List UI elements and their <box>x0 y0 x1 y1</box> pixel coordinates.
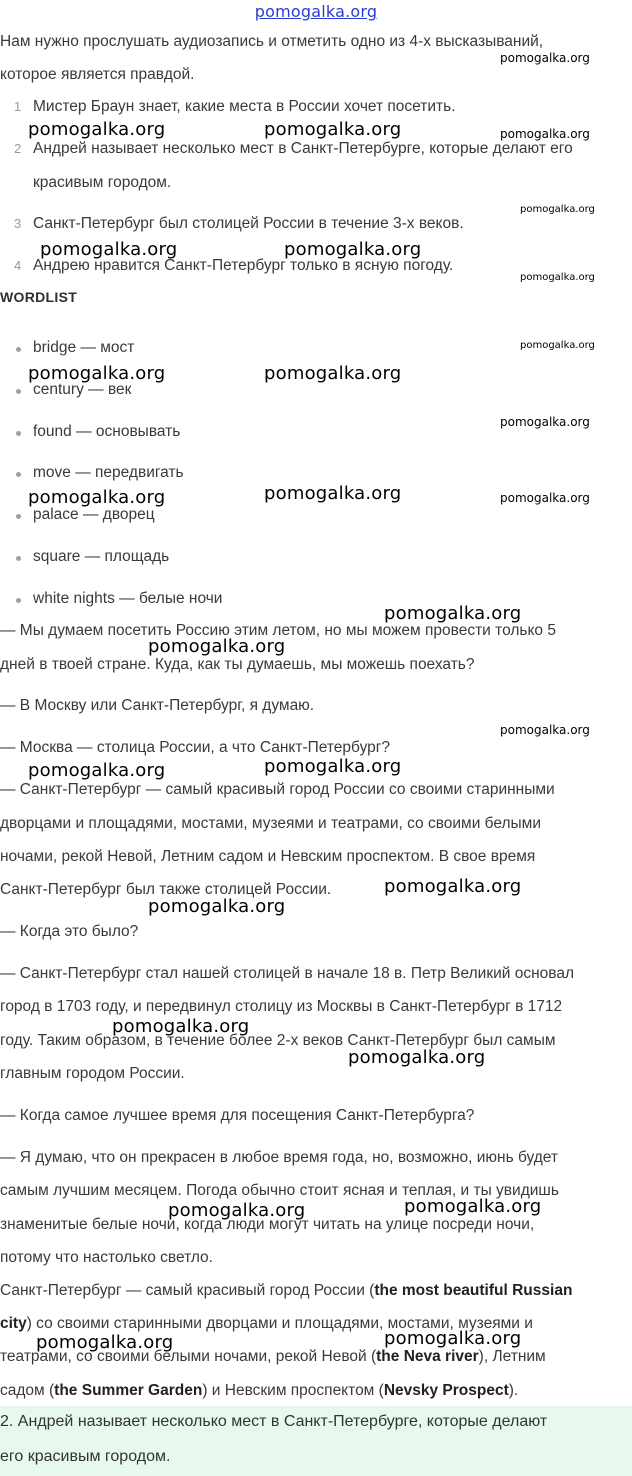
dialogue-line: — Санкт-Петербург стал нашей столицей в начале 18 в. Петр Великий основал <box>0 965 575 982</box>
option-text-cont: красивым городом. <box>33 174 172 191</box>
watermark-text: pomogalka.org <box>28 487 166 508</box>
option-number: 4 <box>14 258 22 273</box>
bullet-icon <box>16 556 21 561</box>
watermark-text: pomogalka.org <box>520 272 595 283</box>
watermark-text: pomogalka.org <box>264 119 402 140</box>
dialogue-line: ночами, рекой Невой, Летним садом и Невским проспектом. В свое время <box>0 848 536 865</box>
site-title-link[interactable]: pomogalka.org <box>254 2 378 21</box>
watermark-text: pomogalka.org <box>500 491 590 505</box>
answer-line: его красивым городом. <box>0 1448 171 1465</box>
watermark-text: pomogalka.org <box>384 876 522 897</box>
wordlist-item: square — площадь <box>33 548 170 565</box>
option-number: 2 <box>14 141 22 156</box>
option-text: Мистер Браун знает, какие места в России хочет посетить. <box>33 98 456 115</box>
dialogue-line: — Санкт-Петербург — самый красивый город России со своими старинными <box>0 781 555 798</box>
explanation-line: Санкт-Петербург — самый красивый город России (the most beautiful Russian <box>0 1282 573 1299</box>
watermark-text: pomogalka.org <box>112 1016 250 1037</box>
bullet-icon <box>16 431 21 436</box>
wordlist-item: move — передвигать <box>33 464 184 481</box>
wordlist-item: palace — дворец <box>33 506 155 523</box>
bullet-icon <box>16 347 21 352</box>
answer-box <box>0 1406 632 1476</box>
dialogue-line: дней в твоей стране. Куда, как ты думаешь, мы можешь поехать? <box>0 656 475 673</box>
watermark-text: pomogalka.org <box>264 483 402 504</box>
explanation-line: театрами, со своими белыми ночами, рекой Невой (the Neva river), Летним <box>0 1348 546 1365</box>
option-text: Андрею нравится Санкт-Петербург только в ясную погоду. <box>33 257 454 274</box>
watermark-text: pomogalka.org <box>500 127 590 141</box>
dialogue-line: главным городом России. <box>0 1065 185 1082</box>
option-number: 3 <box>14 216 22 231</box>
watermark-text: pomogalka.org <box>40 239 178 260</box>
wordlist-item: white nights — белые ночи <box>33 590 223 607</box>
dialogue-line: — Когда самое лучшее время для посещения Санкт-Петербурга? <box>0 1107 475 1124</box>
watermark-text: pomogalka.org <box>404 1196 542 1217</box>
answer-line: 2. Андрей называет несколько мест в Санкт-Петербурге, которые делают <box>0 1413 548 1430</box>
dialogue-line: — В Москву или Санкт-Петербург, я думаю. <box>0 697 315 714</box>
dialogue-line: Санкт-Петербург был также столицей России. <box>0 881 332 898</box>
watermark-text: pomogalka.org <box>520 204 595 215</box>
wordlist-heading: WORDLIST <box>0 289 78 305</box>
watermark-text: pomogalka.org <box>500 415 590 429</box>
option-text: Андрей называет несколько мест в Санкт-Петербурге, которые делают его <box>33 140 573 157</box>
watermark-text: pomogalka.org <box>168 1200 306 1221</box>
bullet-icon <box>16 514 21 519</box>
dialogue-line: — Мы думаем посетить Россию этим летом, но мы можем провести только 5 <box>0 622 556 639</box>
watermark-text: pomogalka.org <box>284 239 422 260</box>
option-number: 1 <box>14 99 22 114</box>
watermark-text: pomogalka.org <box>28 760 166 781</box>
watermark-text: pomogalka.org <box>28 119 166 140</box>
watermark-text: pomogalka.org <box>384 1328 522 1349</box>
watermark-text: pomogalka.org <box>384 603 522 624</box>
bullet-icon <box>16 598 21 603</box>
dialogue-line: — Я думаю, что он прекрасен в любое время года, но, возможно, июнь будет <box>0 1149 558 1166</box>
watermark-text: pomogalka.org <box>500 723 590 737</box>
intro-line-2: которое является правдой. <box>0 66 195 83</box>
wordlist-item: found — основывать <box>33 423 181 440</box>
watermark-text: pomogalka.org <box>520 340 595 351</box>
watermark-text: pomogalka.org <box>264 756 402 777</box>
watermark-text: pomogalka.org <box>28 363 166 384</box>
dialogue-line: — Когда это было? <box>0 923 139 940</box>
watermark-text: pomogalka.org <box>500 51 590 65</box>
bullet-icon <box>16 389 21 394</box>
explanation-line: city) со своими старинными дворцами и площадями, мостами, музеями и <box>0 1315 533 1332</box>
dialogue-line: город в 1703 году, и передвинул столицу из Москвы в Санкт-Петербург в 1712 <box>0 998 563 1015</box>
dialogue-line: дворцами и площадями, мостами, музеями и театрами, со своими белыми <box>0 815 541 832</box>
dialogue-line: — Москва — столица России, а что Санкт-Петербург? <box>0 739 391 756</box>
explanation-line: садом (the Summer Garden) и Невским проспектом (Nevsky Prospect). <box>0 1382 519 1399</box>
option-text: Санкт-Петербург был столицей России в течение 3-х веков. <box>33 215 464 232</box>
dialogue-line: знаменитые белые ночи, когда люди могут читать на улице посреди ночи, <box>0 1216 535 1233</box>
watermark-text: pomogalka.org <box>348 1047 486 1068</box>
dialogue-line: самым лучшим месяцем. Погода обычно стоит ясная и теплая, и ты увидишь <box>0 1182 559 1199</box>
wordlist-item: bridge — мост <box>33 339 135 356</box>
watermark-text: pomogalka.org <box>36 1332 174 1353</box>
watermark-text: pomogalka.org <box>264 363 402 384</box>
dialogue-line: потому что настолько светло. <box>0 1249 213 1266</box>
intro-line-1: Нам нужно прослушать аудиозапись и отметить одно из 4-х высказываний, <box>0 33 544 50</box>
wordlist-item: century — век <box>33 381 132 398</box>
watermark-text: pomogalka.org <box>148 896 286 917</box>
watermark-text: pomogalka.org <box>148 636 286 657</box>
dialogue-line: году. Таким образом, в течение более 2-х веков Санкт-Петербург был самым <box>0 1032 556 1049</box>
bullet-icon <box>16 472 21 477</box>
